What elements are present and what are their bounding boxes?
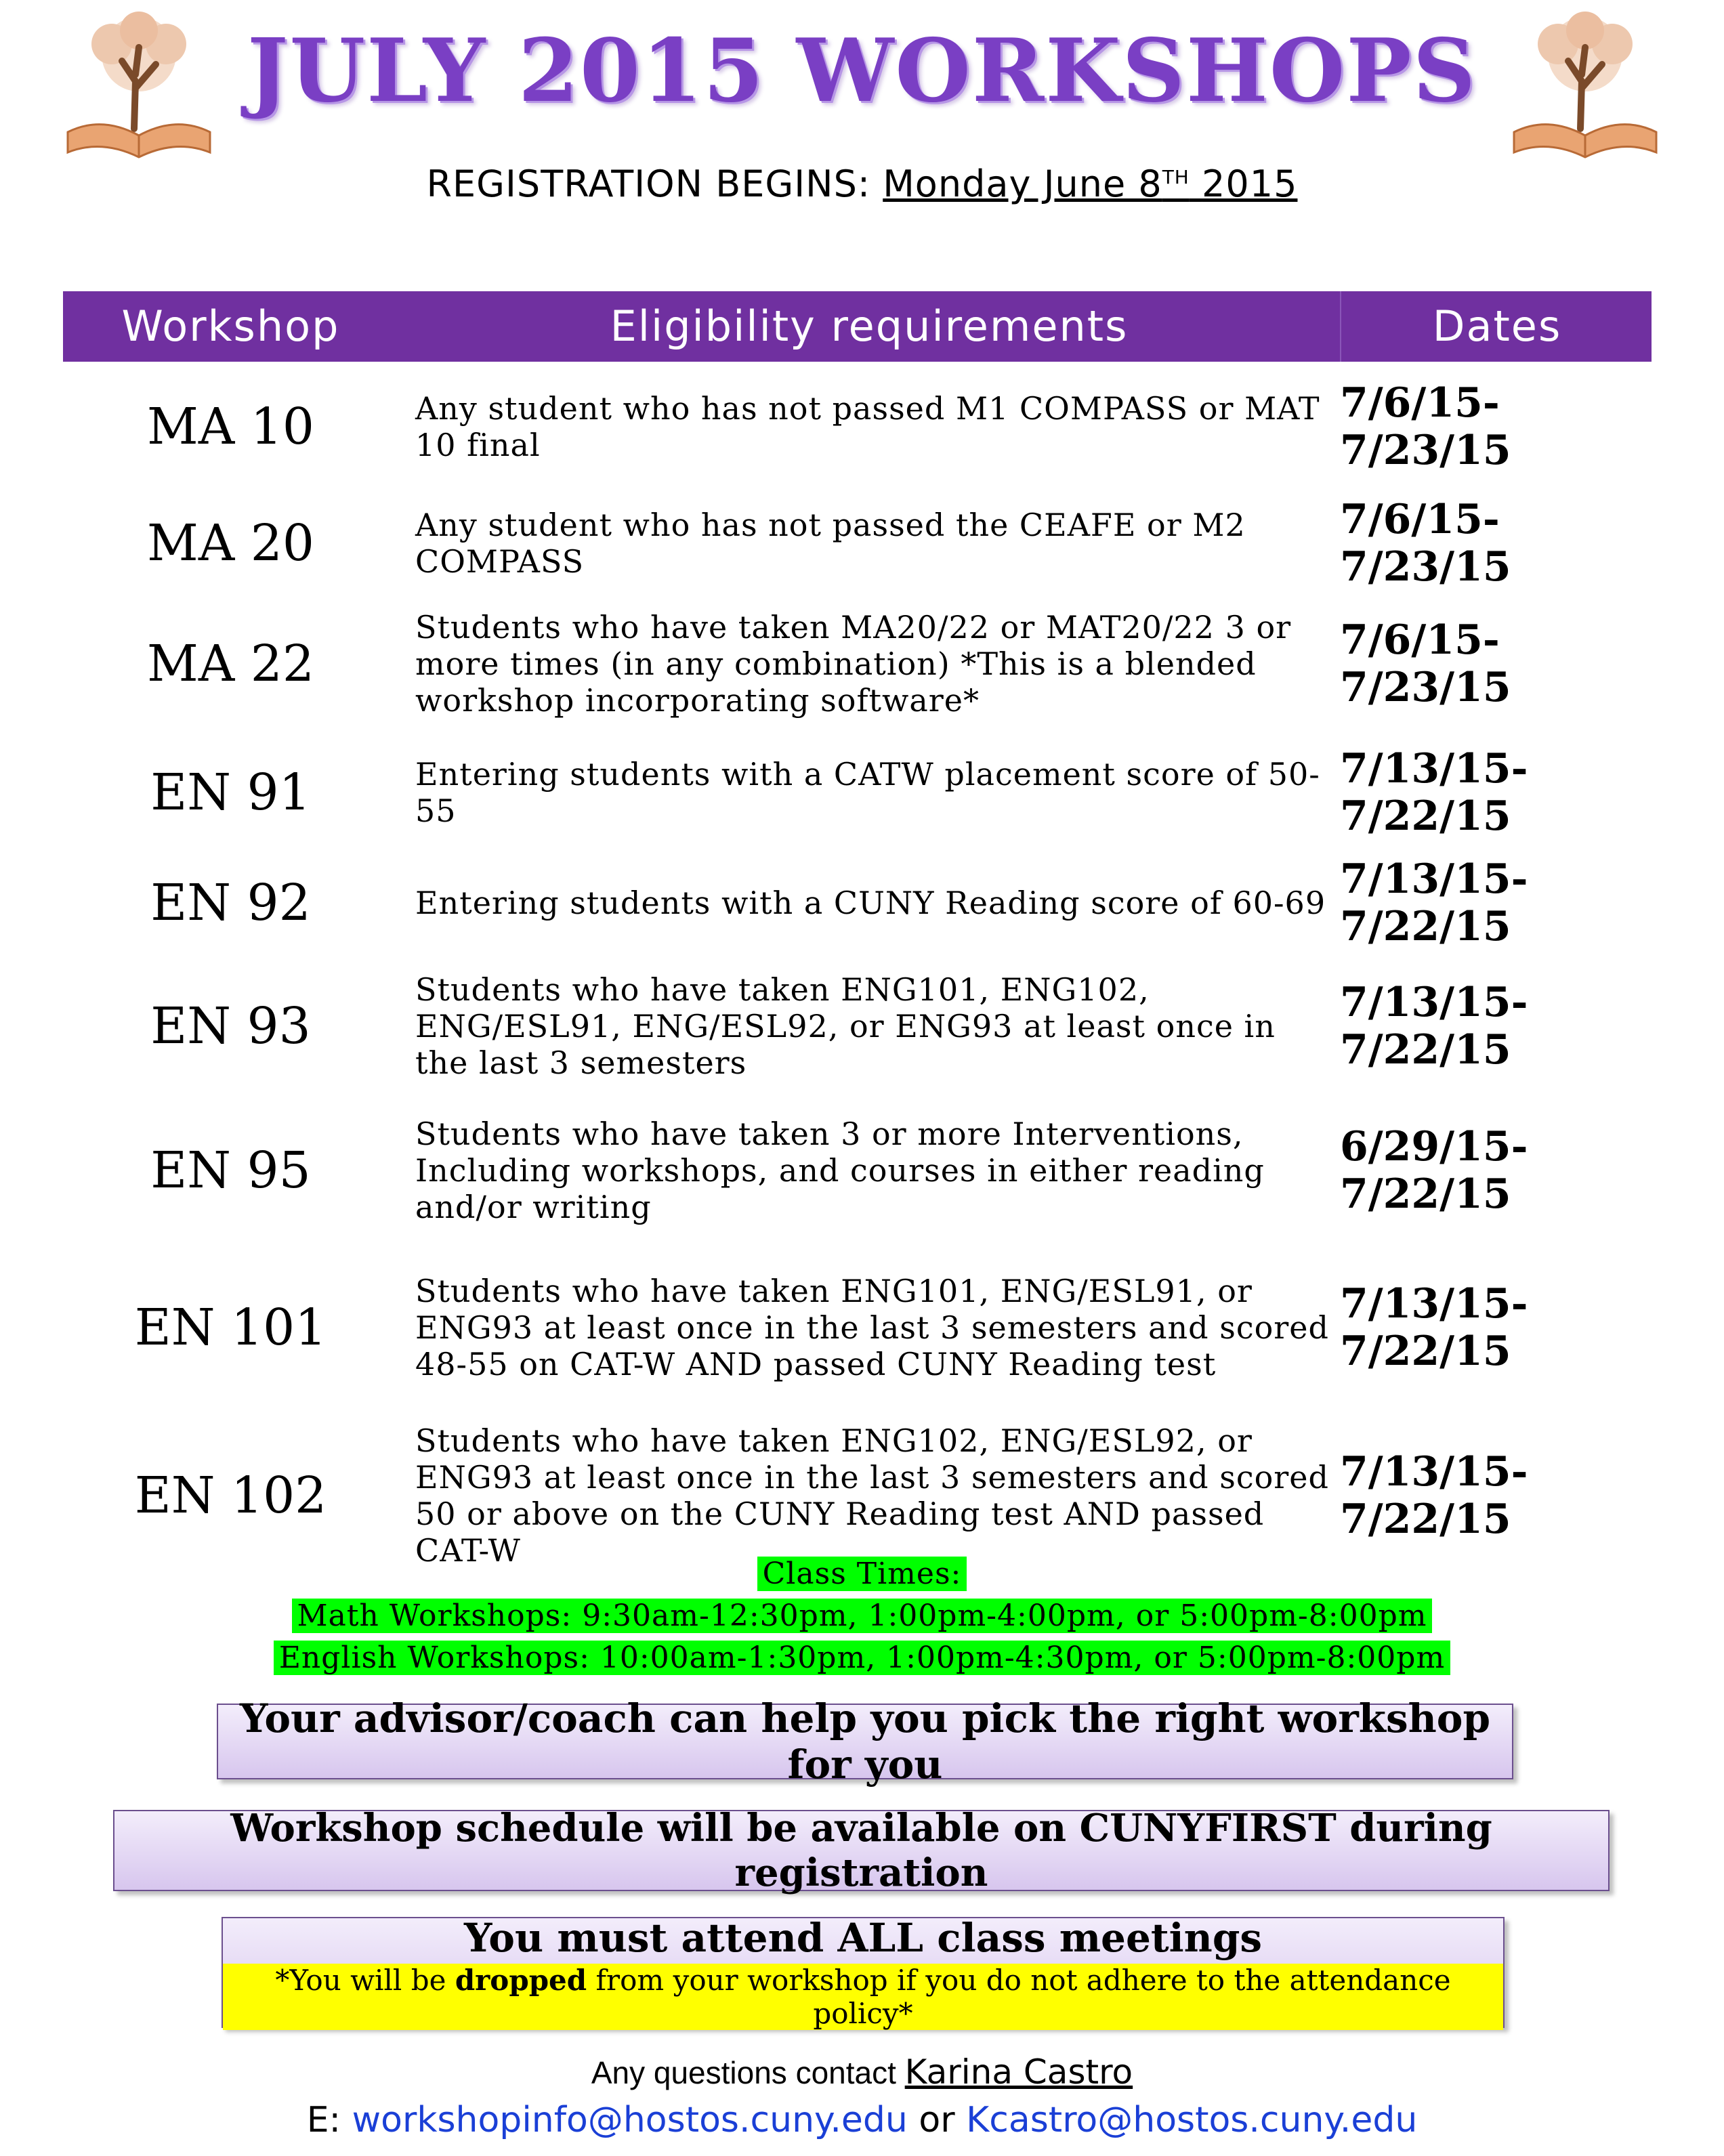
workshop-dates: 7/6/15-7/23/15 [1340, 379, 1511, 474]
workshop-dates: 7/13/15-7/22/15 [1340, 855, 1528, 950]
table-row [63, 855, 1652, 950]
workshop-code: EN 101 [134, 1298, 327, 1357]
eligibility-text: Students who have taken ENG101, ENG/ESL91, or ENG93 at least once in the last 3 semesters and scored 48-55 on CAT-W AND passed CUNY Reading test [415, 1273, 1329, 1382]
workshop-dates: 7/13/15-7/22/15 [1340, 1280, 1528, 1375]
registration-line [0, 163, 1724, 205]
workshop-dates: 7/13/15-7/22/15 [1340, 1448, 1528, 1543]
registration-date: Monday June 8TH 2015 [883, 163, 1298, 205]
email-line [0, 2100, 1724, 2140]
table-row [63, 745, 1652, 840]
workshop-code: EN 95 [150, 1141, 311, 1200]
eligibility-text: Any student who has not passed M1 COMPASS or MAT 10 final [415, 390, 1320, 463]
table-row [63, 1109, 1652, 1231]
workshop-code: EN 93 [150, 997, 311, 1055]
eligibility-text: Students who have taken ENG102, ENG/ESL92, or ENG93 at least once in the last 3 semesters and scored 50 or above on the CUNY Reading test AND passed CAT-W [415, 1422, 1329, 1569]
workshop-dates: 6/29/15-7/22/15 [1340, 1123, 1528, 1218]
email-label: E: [306, 2100, 341, 2140]
header-workshop: Workshop [121, 301, 340, 351]
contact-name: Karina Castro [904, 2052, 1133, 2092]
class-times-english: English Workshops: 10:00am-1:30pm, 1:00pm-4:30pm, or 5:00pm-8:00pm [0, 1641, 1724, 1675]
contact-line [0, 2052, 1724, 2092]
schedule-notice: Workshop schedule will be available on CUNYFIRST during registration [113, 1810, 1610, 1891]
workshop-dates: 7/6/15-7/23/15 [1340, 496, 1511, 591]
email-link-workshopinfo[interactable]: workshopinfo@hostos.cuny.edu [352, 2100, 908, 2140]
class-times-title: Class Times: [0, 1557, 1724, 1591]
email-link-kcastro[interactable]: Kcastro@hostos.cuny.edu [966, 2100, 1418, 2140]
attendance-note: *You will be dropped from your workshop if you do not adhere to the attendance policy* [223, 1964, 1503, 2030]
registration-label: REGISTRATION BEGINS: [426, 163, 871, 205]
workshop-code: EN 91 [150, 763, 311, 822]
eligibility-text: Students who have taken 3 or more Interventions, Including workshops, and courses in either reading and/or writing [415, 1116, 1265, 1225]
eligibility-text: Students who have taken ENG101, ENG102, ENG/ESL91, ENG/ESL92, or ENG93 at least once in the last 3 semesters [415, 971, 1276, 1081]
contact-prefix: Any questions contact [591, 2055, 896, 2090]
attendance-notice [222, 1917, 1505, 2028]
class-times-math: Math Workshops: 9:30am-12:30pm, 1:00pm-4:00pm, or 5:00pm-8:00pm [0, 1599, 1724, 1633]
workshop-code: MA 10 [147, 398, 314, 456]
table-row [63, 496, 1652, 591]
workshop-code: EN 92 [150, 874, 311, 932]
table-row [63, 603, 1652, 725]
table-header [63, 291, 1652, 362]
advisor-notice: Your advisor/coach can help you pick the right workshop for you [217, 1704, 1513, 1779]
workshop-dates: 7/6/15-7/23/15 [1340, 616, 1511, 711]
eligibility-text: Students who have taken MA20/22 or MAT20/22 3 or more times (in any combination) *This is a blended workshop incorporating software* [415, 609, 1292, 719]
page-title: JULY 2015 WORKSHOPS [247, 20, 1477, 122]
header-eligibility: Eligibility requirements [610, 301, 1129, 351]
workshop-code: MA 22 [147, 635, 314, 693]
email-or: or [919, 2100, 955, 2140]
table-row [63, 1250, 1652, 1405]
table-row [63, 379, 1652, 474]
workshop-dates: 7/13/15-7/22/15 [1340, 979, 1528, 1074]
workshop-dates: 7/13/15-7/22/15 [1340, 745, 1528, 840]
eligibility-text: Entering students with a CATW placement score of 50-55 [415, 756, 1320, 829]
table-row [63, 1418, 1652, 1573]
table-row [63, 965, 1652, 1087]
workshop-code: EN 102 [134, 1466, 327, 1525]
attendance-title: You must attend ALL class meetings [463, 1915, 1263, 1961]
header-dates: Dates [1340, 291, 1653, 362]
workshop-code: MA 20 [147, 514, 314, 572]
eligibility-text: Any student who has not passed the CEAFE or M2 COMPASS [415, 507, 1246, 580]
eligibility-text: Entering students with a CUNY Reading score of 60-69 [415, 885, 1326, 921]
